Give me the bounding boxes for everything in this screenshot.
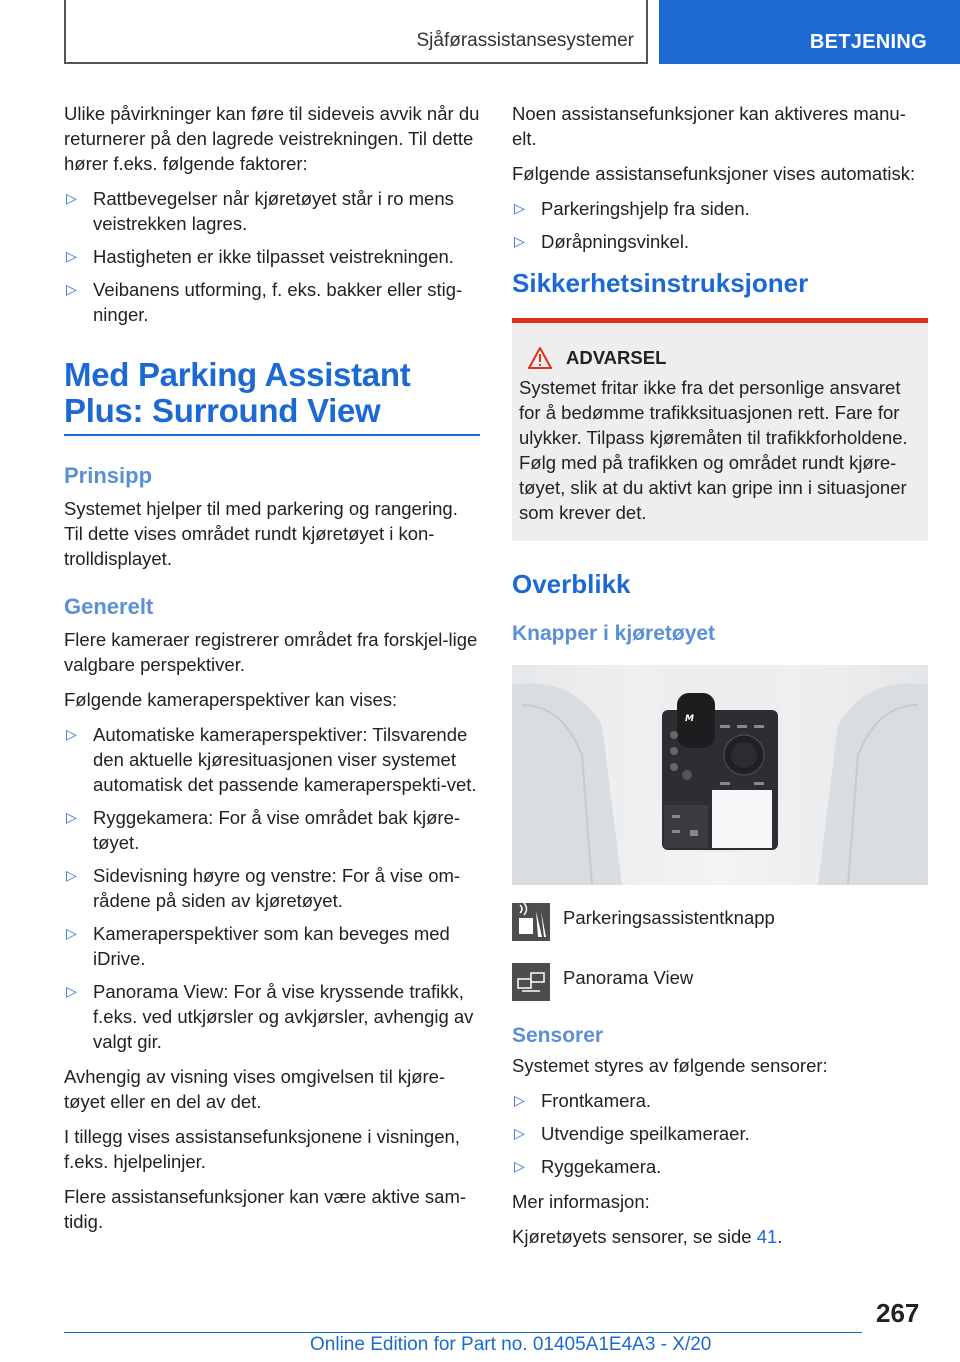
center-console-illustration xyxy=(512,665,928,885)
main-heading: Med Parking Assistant Plus: Surround View xyxy=(64,357,480,436)
bullet-triangle-icon: ▷ xyxy=(514,1125,525,1141)
sensors-heading: Sensorer xyxy=(512,1024,604,1047)
sensor-reference: Kjøretøyets sensorer, se side 41. xyxy=(512,1226,783,1247)
bullet-triangle-icon: ▷ xyxy=(66,281,77,297)
intro-paragraph: Ulike påvirkninger kan føre til sideveis avvik når du returnerer på den lagrede veistrekningen. Til dette hører f.eks. følgende faktorer: xyxy=(64,103,480,174)
buttons-heading: Knapper i kjøretøyet xyxy=(512,622,716,645)
panorama-view-icon xyxy=(512,963,550,1001)
sensor-list xyxy=(512,1088,928,1179)
assist-paragraph: I tillegg vises assistansefunksjonene i visningen, f.eks. hjelpelinjer. xyxy=(64,1126,460,1172)
center-console-photo xyxy=(512,665,928,885)
overview-heading: Overblikk xyxy=(512,569,631,599)
list-item: ▷ Rattbevegelser når kjøretøyet står i ro mens veistrekken lagres. xyxy=(66,188,454,234)
bullet-triangle-icon: ▷ xyxy=(514,1092,525,1108)
manual-paragraph: Noen assistansefunksjoner kan aktiveres manu-elt. xyxy=(512,103,906,149)
safety-heading: Sikkerhetsinstruksjoner xyxy=(512,268,809,298)
more-info: Mer informasjon: xyxy=(512,1191,650,1212)
bullet-triangle-icon: ▷ xyxy=(66,925,77,941)
perspective-list xyxy=(64,722,480,1054)
footer-edition: Online Edition for Part no. 01405A1E4A3 - X/20 xyxy=(310,1334,712,1355)
list-item: ▷ Panorama View: For å vise kryssende trafikk, f.eks. ved utkjørsler og avkjørsler, avhengig av valgt gir. xyxy=(66,981,474,1052)
warning-header xyxy=(519,345,918,371)
list-item: ▷ Ryggekamera. xyxy=(514,1156,662,1177)
parking-assistant-label: Parkeringsassistentknapp xyxy=(563,907,775,928)
auto-function-list xyxy=(512,196,928,254)
warning-triangle-icon xyxy=(528,347,552,369)
perspectives-intro: Følgende kameraperspektiver kan vises: xyxy=(64,689,398,710)
footer-divider xyxy=(64,1332,862,1333)
list-item: ▷ Kameraperspektiver som kan beveges med iDrive. xyxy=(66,923,450,969)
general-heading: Generelt xyxy=(64,594,154,619)
sensors-intro: Systemet styres av følgende sensorer: xyxy=(512,1055,828,1076)
page-link[interactable]: 41 xyxy=(756,1226,778,1247)
parking-assistant-button-row xyxy=(512,903,928,941)
list-item: ▷ Frontkamera. xyxy=(514,1090,652,1111)
panorama-view-label: Panorama View xyxy=(563,967,694,988)
svg-text:M: M xyxy=(685,714,694,724)
factor-list xyxy=(64,186,480,327)
list-item: ▷ Parkeringshjelp fra siden. xyxy=(514,198,750,219)
list-item: ▷ Hastigheten er ikke tilpasset veistrekningen. xyxy=(66,246,454,267)
bullet-triangle-icon: ▷ xyxy=(514,200,525,216)
left-column xyxy=(64,101,480,1244)
bullet-triangle-icon: ▷ xyxy=(66,867,77,883)
warning-title: ADVARSEL xyxy=(566,347,667,368)
active-paragraph: Flere assistansefunksjoner kan være aktive sam-tidig. xyxy=(64,1186,467,1232)
warning-box xyxy=(512,318,928,541)
list-item: ▷ Automatiske kameraperspektiver: Tilsvarende den aktuelle kjøresituasjonen viser systemet automatisk det passende kameraperspekti-vet. xyxy=(66,724,477,795)
bullet-triangle-icon: ▷ xyxy=(514,1158,525,1174)
right-column xyxy=(512,101,928,1259)
list-item: ▷ Utvendige speilkameraer. xyxy=(514,1123,750,1144)
warning-text: Systemet fritar ikke fra det personlige ansvaret for å bedømme trafikksituasjonen rett. Fare for ulykker. Tilpass kjøremåten til trafikkforholdene. Følg med på trafikken og området rundt kjøre-tøyet, slik at du aktivt kan gripe inn i situasjoner som krever det. xyxy=(519,377,908,523)
list-item: ▷ Ryggekamera: For å vise området bak kjøre-tøyet. xyxy=(66,807,461,853)
panorama-view-button-row xyxy=(512,963,928,1001)
bullet-triangle-icon: ▷ xyxy=(66,248,77,264)
bullet-triangle-icon: ▷ xyxy=(66,190,77,206)
list-item: ▷ Døråpningsvinkel. xyxy=(514,231,690,252)
bullet-triangle-icon: ▷ xyxy=(66,809,77,825)
principle-text: Systemet hjelper til med parkering og rangering. Til dette vises området rundt kjøretøyet i kon-trolldisplayet. xyxy=(64,498,458,569)
header-section-title: Sjåførassistansesystemer xyxy=(416,30,634,51)
general-text: Flere kameraer registrerer området fra forskjel-lige valgbare perspektiver. xyxy=(64,629,478,675)
list-item: ▷ Sidevisning høyre og venstre: For å vise om-rådene på siden av kjøretøyet. xyxy=(66,865,461,911)
principle-heading: Prinsipp xyxy=(64,463,153,488)
view-paragraph: Avhengig av visning vises omgivelsen til kjøre-tøyet eller en del av det. xyxy=(64,1066,446,1112)
header-tab-label: BETJENING xyxy=(809,31,927,53)
bullet-triangle-icon: ▷ xyxy=(514,233,525,249)
parking-assistant-icon xyxy=(512,903,550,941)
bullet-triangle-icon: ▷ xyxy=(66,726,77,742)
auto-paragraph: Følgende assistansefunksjoner vises automatisk: xyxy=(512,163,916,184)
bullet-triangle-icon: ▷ xyxy=(66,983,77,999)
header-tab[interactable] xyxy=(659,0,960,64)
header-section-box xyxy=(64,0,648,64)
page-number: 267 xyxy=(876,1298,920,1328)
list-item: ▷ Veibanens utforming, f. eks. bakker eller stig-ninger. xyxy=(66,279,463,325)
